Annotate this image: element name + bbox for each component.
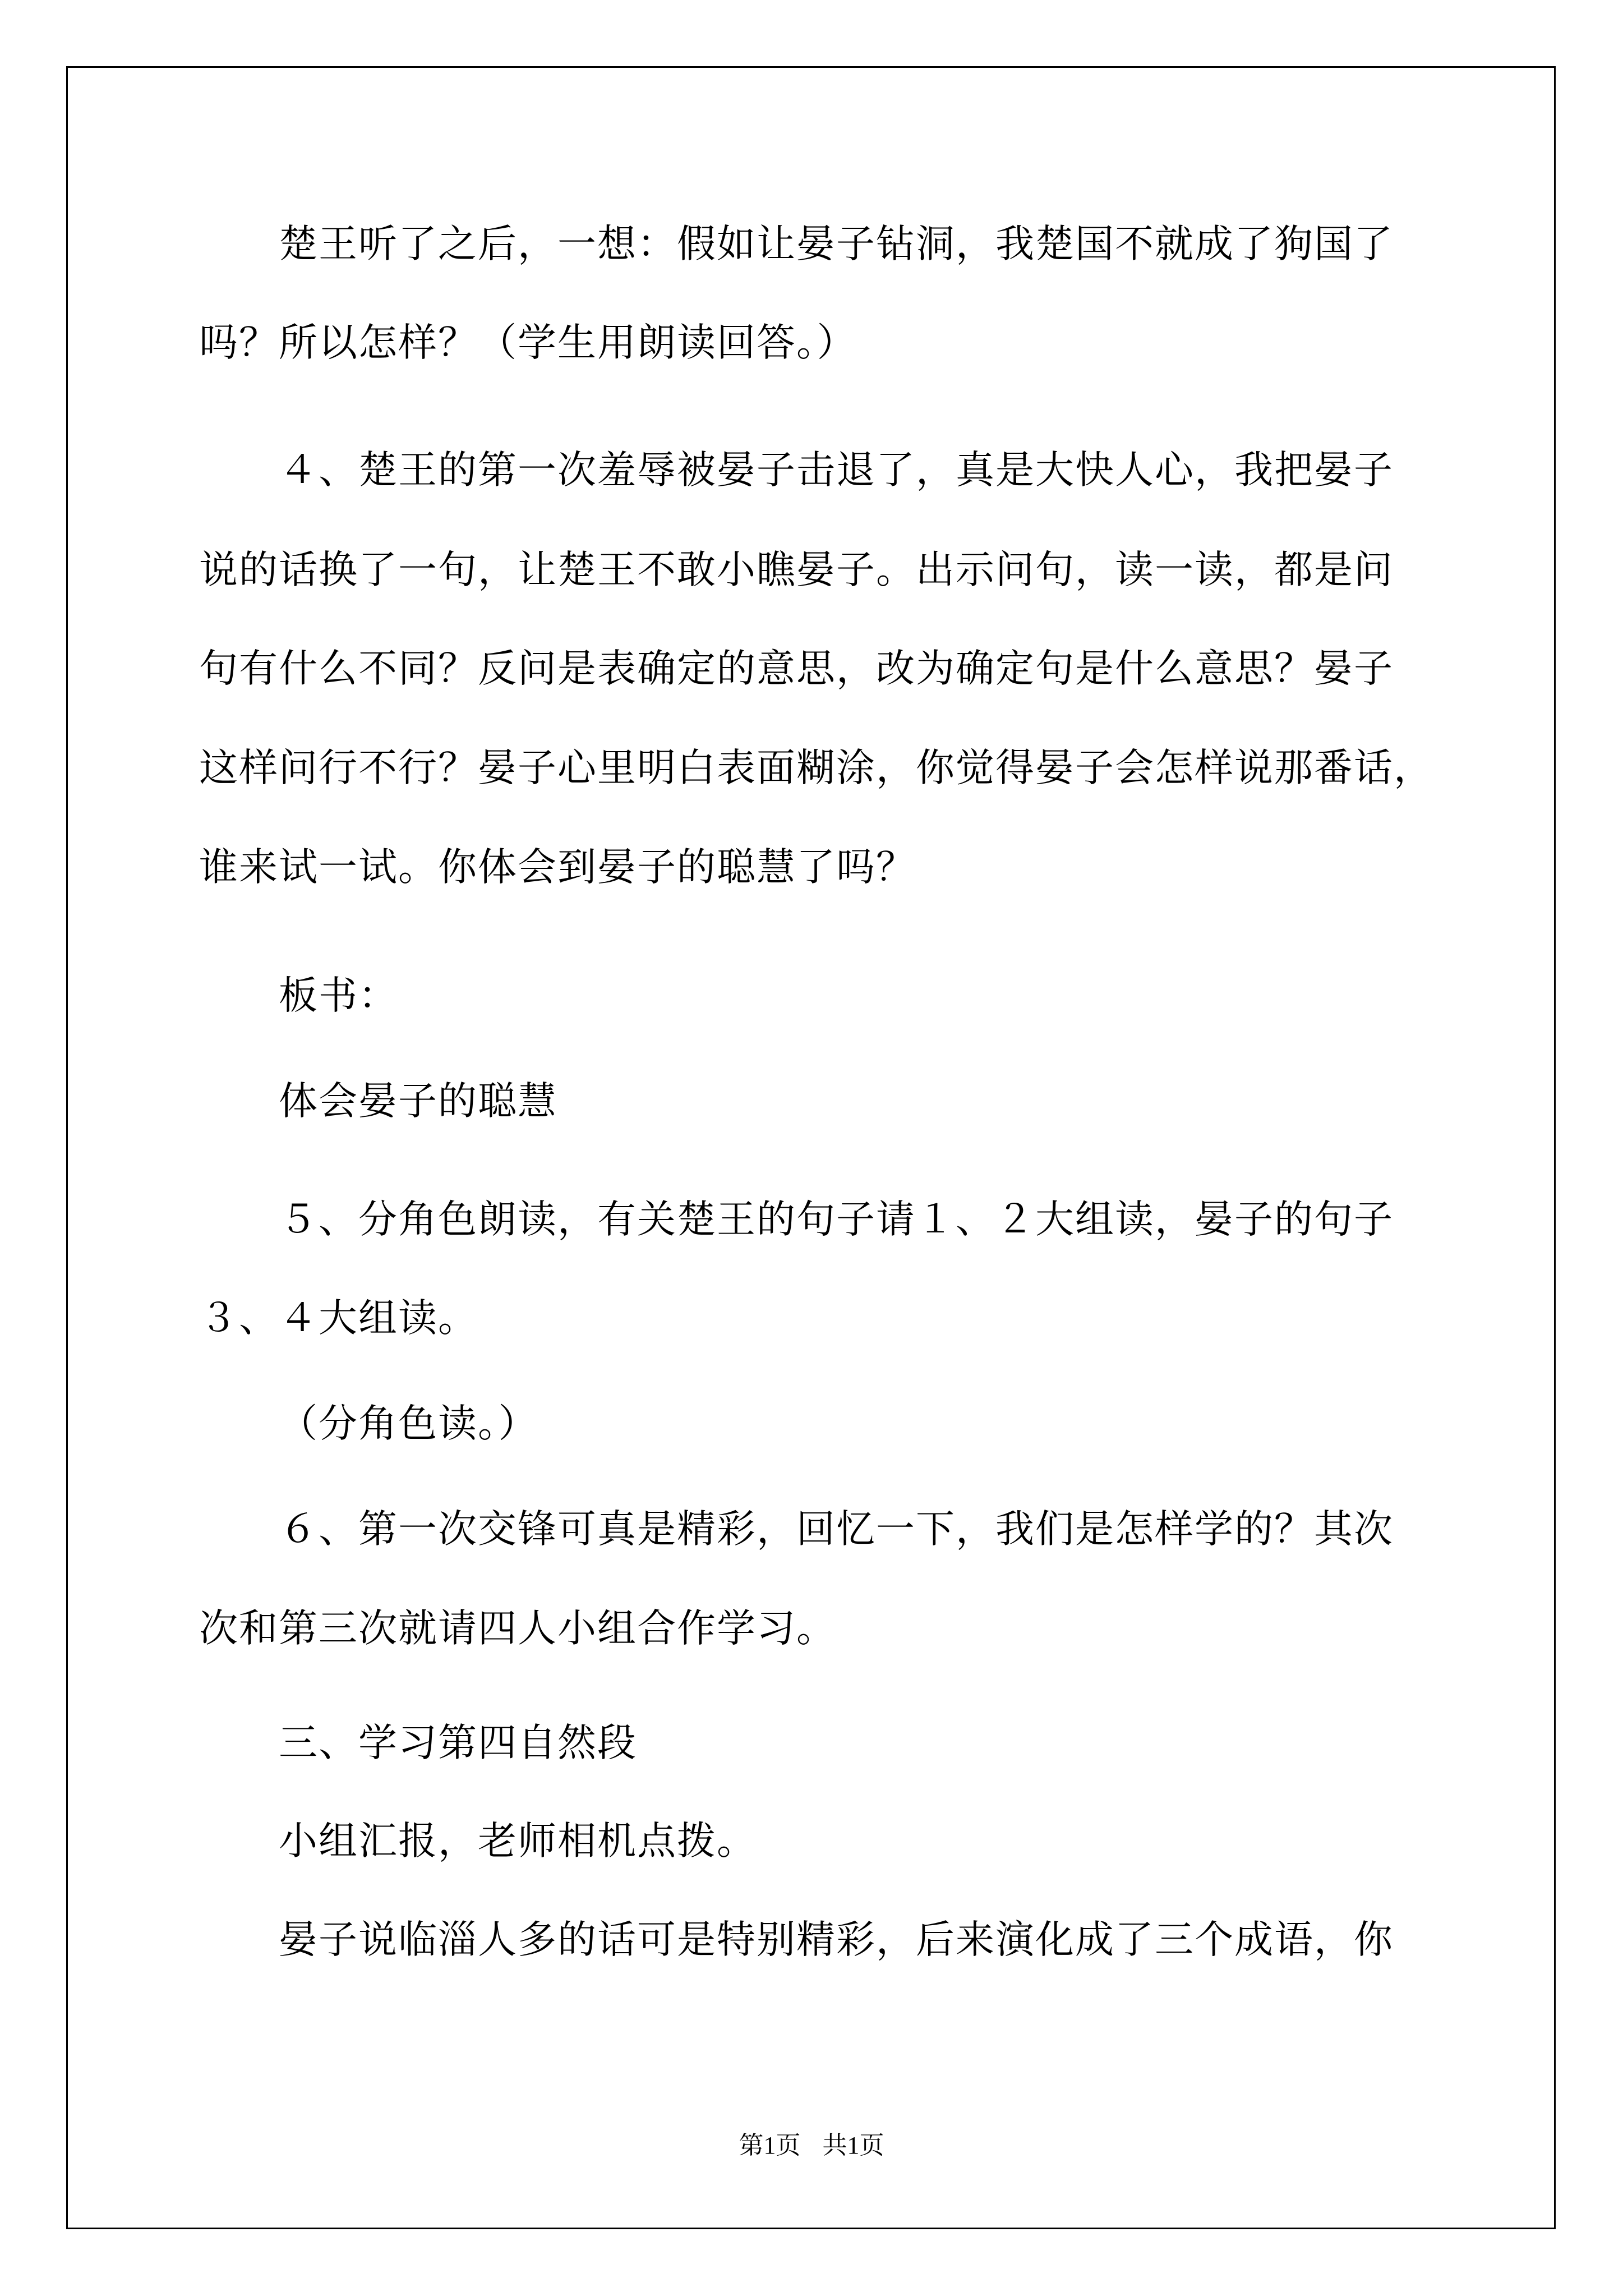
text-line-7: 谁来试一试。你体会到晏子的聪慧了吗？ [199,845,916,890]
text-line-6: 这样问行不行？晏子心里明白表面糊涂，你觉得晏子会怎样说那番话， [199,746,1433,790]
text-line-8: 板书： [279,973,398,1018]
text-line-17: 晏子说临淄人多的话可是特别精彩，后来演化成了三个成语，你 [279,1917,1394,1962]
page-footer [0,2129,1623,2162]
page-number-total: 共1页 [822,2132,884,2159]
text-line-2: 吗？所以怎样？（学生用朗读回答。） [199,320,857,365]
text-line-13: ６、第一次交锋可真是精彩，回忆一下，我们是怎样学的？其次 [279,1507,1394,1552]
text-line-16: 小组汇报，老师相机点拨。 [279,1819,757,1864]
page-border [66,66,1556,2229]
text-line-1: 楚王听了之后，一想：假如让晏子钻洞，我楚国不就成了狗国了 [279,222,1394,266]
text-line-4: 说的话换了一句，让楚王不敢小瞧晏子。出示问句，读一读，都是问 [199,547,1394,592]
text-line-15: 三、学习第四自然段 [279,1720,637,1765]
text-line-9: 体会晏子的聪慧 [279,1079,557,1124]
text-line-10: ５、分角色朗读，有关楚王的句子请１、２大组读，晏子的句子 [279,1197,1394,1242]
text-line-12: （分角色读。） [279,1401,538,1446]
text-line-11: ３、４大组读。 [199,1296,478,1341]
text-line-14: 次和第三次就请四人小组合作学习。 [199,1606,836,1651]
text-line-3: ４、楚王的第一次羞辱被晏子击退了，真是大快人心，我把晏子 [279,448,1394,493]
text-line-5: 句有什么不同？反问是表确定的意思，改为确定句是什么意思？晏子 [199,646,1394,691]
page-number-current: 第1页 [739,2132,801,2159]
